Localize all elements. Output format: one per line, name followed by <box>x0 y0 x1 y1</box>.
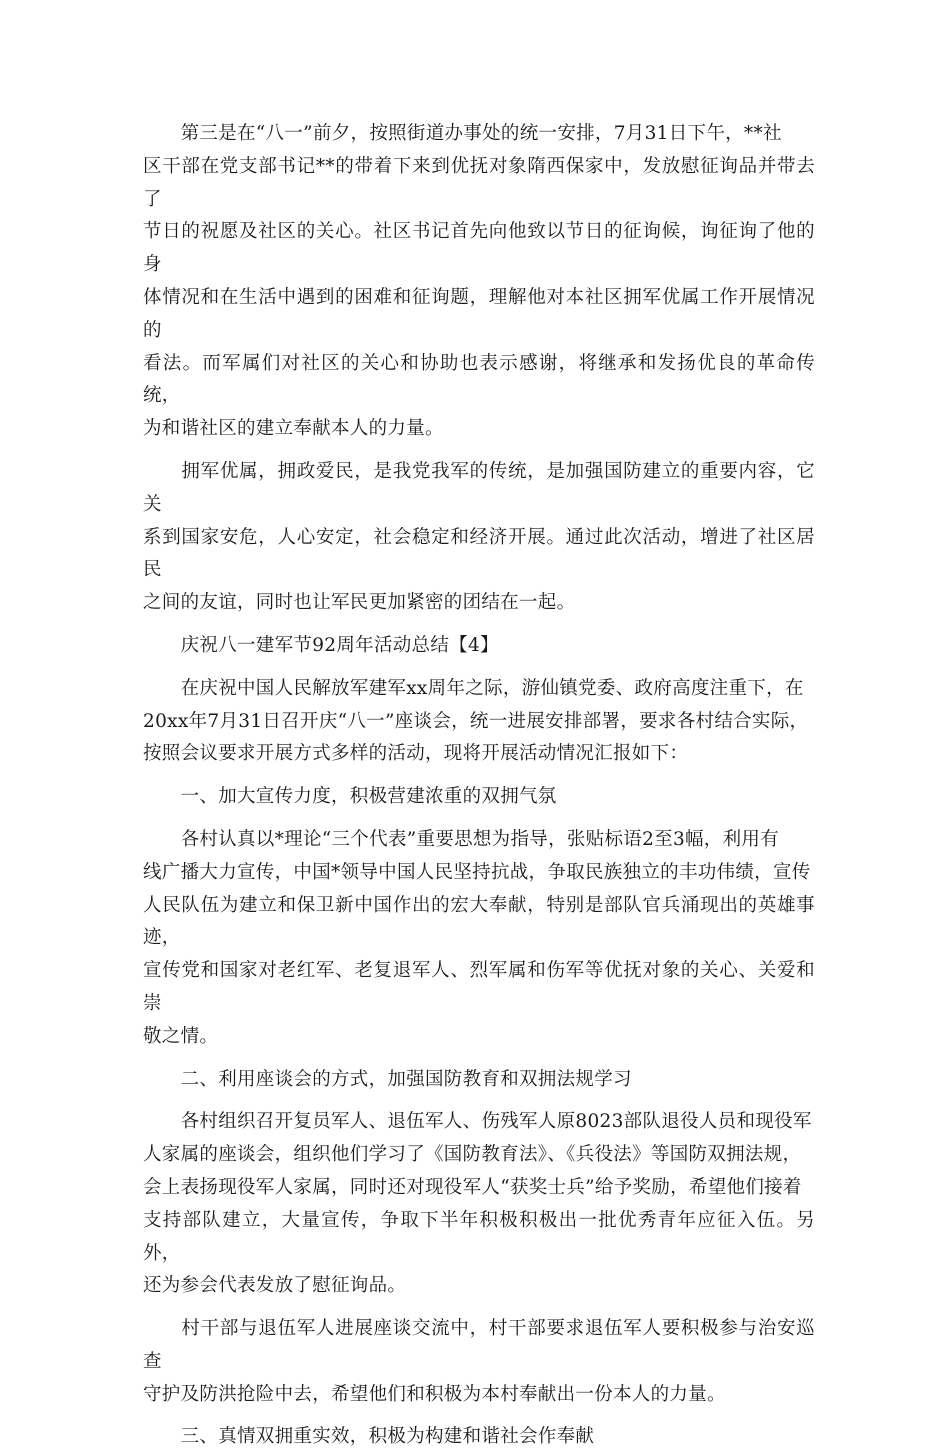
text-line: 宣传党和国家对老红军、老复退军人、烈军属和伤军等优抚对象的关心、关爱和崇 <box>143 960 815 1014</box>
text-line: 庆祝八一建军节92周年活动总结【4】 <box>143 634 499 656</box>
text-line: 还为参会代表发放了慰征询品。 <box>143 1275 407 1297</box>
text-line: 线广播大力宣传，中国*领导中国人民坚持抗战，争取民族独立的丰功伟绩，宣传 <box>143 861 811 883</box>
text-line: 敬之情。 <box>143 1025 219 1047</box>
section-heading <box>143 781 815 814</box>
text-line: 系到国家安危，人心安定，社会稳定和经济开展。通过此次活动，增进了社区居民 <box>143 526 815 581</box>
text-line: 第三是在“八一”前夕，按照街道办事处的统一安排，7月31日下午，**社 <box>143 123 782 144</box>
section-title <box>143 630 815 663</box>
text-line: 守护及防洪抢险中去，希望他们和积极为本村奉献出一份本人的力量。 <box>143 1383 726 1405</box>
text-line: 支持部队建立，大量宣传，争取下半年积极积极出一批优秀青年应征入伍。另外， <box>143 1209 815 1264</box>
text-line: 之间的友谊，同时也让军民更加紧密的团结在一起。 <box>143 592 576 614</box>
text-line: 体情况和在生活中遇到的困难和征询题，理解他对本社区拥军优属工作开展情况的 <box>143 286 815 341</box>
text-line: 人家属的座谈会，组织他们学习了《国防教育法》、《兵役法》等国防双拥法规， <box>143 1144 802 1166</box>
text-line: 为和谐社区的建立奉献本人的力量。 <box>143 418 444 440</box>
paragraph <box>143 673 815 771</box>
paragraph <box>143 1106 815 1303</box>
text-line: 会上表扬现役军人家属，同时还对现役军人“获奖士兵”给予奖励，希望他们接着 <box>143 1176 802 1198</box>
text-line: 看法。而军属们对社区的关心和协助也表示感谢，将继承和发扬优良的革命传统， <box>143 352 815 407</box>
section-heading <box>143 1064 815 1097</box>
text-line: 区干部在党支部书记**的带着下来到优抚对象隋西保家中，发放慰征询品并带去了 <box>143 155 815 210</box>
paragraph <box>143 118 815 446</box>
text-line: 拥军优属，拥政爱民，是我党我军的传统，是加强国防建立的重要内容，它关 <box>143 460 815 515</box>
text-line: 20xx年7月31日召开庆“八一”座谈会，统一进展安排部署，要求各村结合实际， <box>143 710 809 732</box>
text-line: 二、利用座谈会的方式，加强国防教育和双拥法规学习 <box>143 1068 632 1090</box>
text-line: 在庆祝中国人民解放军建军xx周年之际，游仙镇党委、政府高度注重下，在 <box>143 677 804 699</box>
text-line: 按照会议要求开展方式多样的活动，现将开展活动情况汇报如下： <box>143 743 689 765</box>
paragraph <box>143 824 815 1054</box>
text-line: 各村组织召开复员军人、退伍军人、伤残军人原8023部队退役人员和现役军 <box>143 1111 812 1133</box>
text-line: 三、真情双拥重实效，积极为构建和谐社会作奉献 <box>143 1426 595 1448</box>
text-line: 各村认真以*理论“三个代表”重要思想为指导，张贴标语2至3幅，利用有 <box>143 828 780 850</box>
paragraph <box>143 456 815 620</box>
document-page <box>143 118 815 1454</box>
text-line: 人民队伍为建立和保卫新中国作出的宏大奉献，特别是部队官兵涌现出的英雄事迹， <box>143 894 815 949</box>
section-heading <box>143 1421 815 1454</box>
text-line: 村干部与退伍军人进展座谈交流中，村干部要求退伍军人要积极参与治安巡查 <box>143 1318 815 1372</box>
text-line: 一、加大宣传力度，积极营建浓重的双拥气氛 <box>143 786 557 808</box>
text-line: 节日的祝愿及社区的关心。社区书记首先向他致以节日的征询候，询征询了他的身 <box>143 221 815 276</box>
paragraph <box>143 1313 815 1411</box>
